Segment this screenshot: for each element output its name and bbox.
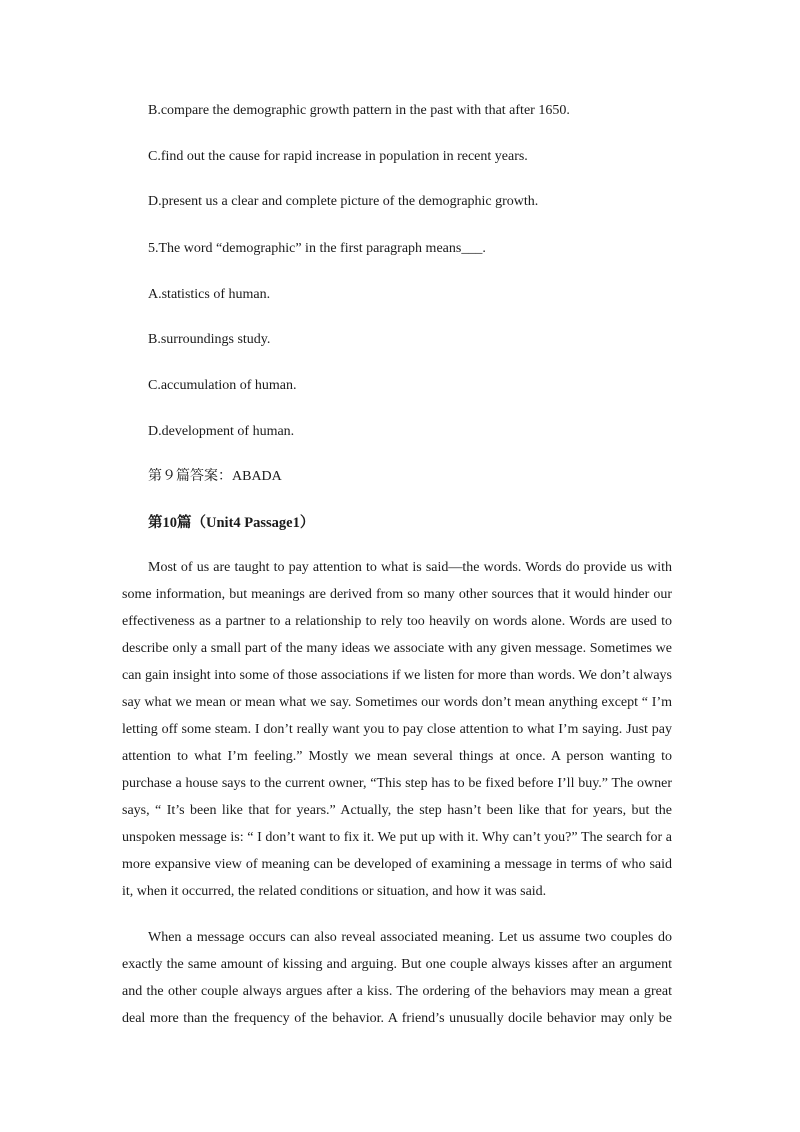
question-5-option-d: D.development of human. [148,424,295,439]
paragraph-line: effectiveness as a partner to a relationship to rely too heavily on words alone. Words are used to [122,614,672,629]
option-b-prev: B.compare the demographic growth pattern in the past with that after 1650. [148,103,570,118]
question-5-option-b: B.surroundings study. [148,332,271,347]
section-heading: 第10篇（Unit4 Passage1） [148,515,315,531]
question-5-stem: 5.The word “demographic” in the first paragraph means___. [148,241,486,256]
paragraph-line: and the other couple always argues after a kiss. The ordering of the behaviors may mean a great [122,984,672,999]
paragraph-line: it, when it occurred, the related conditions or situation, and how it was said. [122,884,547,899]
paragraph-line: deal more than the frequency of the behavior. A friend’s unusually docile behavior may only be [122,1011,672,1026]
paragraph-line: unspoken message is: “ I don’t want to fix it. We put up with it. Why can’t you?” The search for a [122,830,672,845]
paragraph-line: can gain insight into some of those associations if we listen for more than words. We don’t always [122,668,672,683]
question-5-option-a: A.statistics of human. [148,287,271,302]
paragraph-line: say what we mean or mean what we say. Sometimes our words don’t mean anything except “ I’m [122,695,672,710]
paragraph-line: describe only a small part of the many ideas we associate with any given message. Sometimes we [122,641,672,656]
option-d-prev: D.present us a clear and complete picture of the demographic growth. [148,194,539,209]
paragraph-line: more expansive view of meaning can be developed of examining a message in terms of who said [122,857,672,872]
paragraph-line: exactly the same amount of kissing and arguing. But one couple always kisses after an argument [122,957,672,972]
question-5-option-c: C.accumulation of human. [148,378,297,393]
answer-line: 第９篇答案：ABADA [148,469,282,484]
paragraph-2 [122,924,672,1032]
paragraph-line: purchase a house says to the current owner, “This step has to be fixed before I’ll buy.” The owner [122,776,672,791]
paragraph-line: letting off some steam. I don’t really want you to pay close attention to what I’m saying. Just pay [122,722,672,737]
paragraph-1 [122,554,672,905]
paragraph-line: says, “ It’s been like that for years.” Actually, the step hasn’t been like that for years, but the [122,803,672,818]
paragraph-line: some information, but meanings are derived from so many other sources that it would hinder our [122,587,672,602]
paragraph-line: Most of us are taught to pay attention to what is said—the words. Words do provide us with [148,560,672,575]
paragraph-line: When a message occurs can also reveal associated meaning. Let us assume two couples do [148,930,672,945]
paragraph-line: attention to what I’m feeling.” Mostly we mean several things at once. A person wanting to [122,749,672,764]
option-c-prev: C.find out the cause for rapid increase in population in recent years. [148,149,528,164]
